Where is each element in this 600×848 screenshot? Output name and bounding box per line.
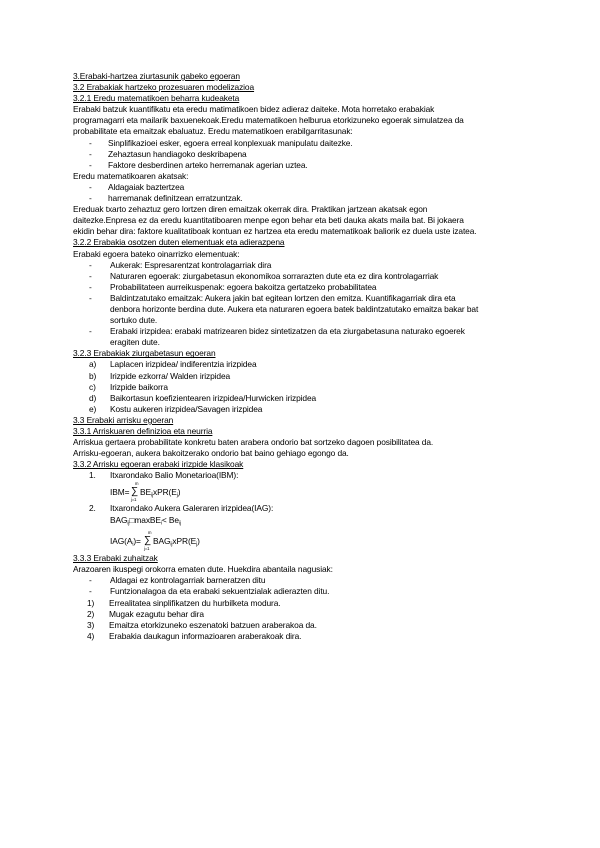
list-item: e) Kostu aukeren irizpidea/Savagen irizpidea — [89, 403, 263, 414]
subsection-heading-3-3-1: 3.3.1 Arriskuaren definizioa eta neurria — [73, 426, 213, 436]
bullet-marker: - — [89, 137, 92, 148]
list-item: - Naturaren egoerak: ziurgabetasun ekonomikoa sorrarazten dute eta ez dira kontrolagarriak — [89, 270, 439, 281]
list-item-continuation: eragiten dute. — [110, 337, 160, 348]
chapter-title: 3.Erabaki-hartzea ziurtasunik gabeko egoeran — [73, 71, 240, 81]
paragraph-line: Erabaki batzuk kuantifikatu eta eredu matimatikoen bidez adieraz daiteke. Mota horretako erabakiak — [73, 104, 435, 115]
subsection-heading-3-3-3: 3.3.3 Erabaki zuhaitzak — [73, 553, 158, 564]
sigma-symbol: ∑ — [144, 535, 152, 547]
bullet-marker: - — [89, 181, 92, 192]
paragraph-line: Ereduak txarto zehaztuz gero lortzen diren emaitzak okerrak dira. Praktikan jartzean akatsak egon — [73, 204, 428, 215]
list-item: 4) Erabakia daukagun informazioaren araberakoak dira. — [87, 630, 302, 641]
subsection-heading-3-2-1: 3.2.1 Eredu matematikoen beharra kudeaketa — [73, 93, 240, 104]
paragraph-line: daitezke.Enpresa ez da eredu kuantitatiboaren menpe egon behar eta beti dauka akats maila bat. Bi jokaera — [73, 215, 464, 226]
list-item: b) Irizpide ezkorra/ Walden irizpidea — [89, 370, 231, 381]
list-item: - Aldagai ez kontrolagarriak barneratzen ditu — [89, 575, 266, 586]
section-heading-3-3: 3.3 Erabaki arrisku egoeran — [73, 414, 174, 425]
document-page — [73, 71, 553, 642]
bullet-marker: - — [89, 159, 92, 170]
list-item: - Aukerak: Espresarentzat kontrolagarriak dira — [89, 259, 272, 270]
bullet-marker: - — [89, 586, 92, 597]
paragraph-line: probabilitate eta emaitzak ebaluatuz. Eredu matematikoen erabilgarritasunak: — [73, 126, 353, 137]
list-item: 3) Emaitza etorkizuneko eszenatoki batzuen araberakoa da. — [87, 619, 317, 630]
paragraph-line: Arriskua gertaera probabilitate konkretu baten arabera ondorio bat sortzeko dagoen posibilitatea da. — [73, 437, 434, 448]
formula-ibm: m IBM= ∑ $BE_{ij}xPR(E_j)$ j=1 — [110, 481, 181, 503]
formula-bag: $BAG_{ij}□maxBE_i< Be_{ij}$ — [110, 514, 181, 527]
subsection-heading-3-3-2: 3.3.2 Arrisku egoeran erabaki irizpide klasikoak — [73, 459, 244, 470]
list-item: - Baldintzatutako emaitzak: Aukera jakin bat egitean lortzen den emitza. Kuantifikagarriak dira eta — [89, 292, 456, 303]
defects-label: Eredu matematikoaren akatsak: — [73, 170, 189, 181]
bullet-marker: - — [89, 270, 92, 281]
bullet-marker: - — [89, 326, 92, 337]
bullet-marker: - — [89, 292, 92, 303]
list-item: - Faktore desberdinen arteko herremanak agerian uztea. — [89, 159, 308, 170]
paragraph-line: Arazoaren ikuspegi orokorra ematen dute. Huekdira abantaila nagusiak: — [73, 564, 333, 575]
list-item: d) Baikortasun koefizientearen irizpidea/Hurwicken irizpidea — [89, 392, 317, 403]
list-item: 2. Itxarondako Aukera Galeraren irizpidea(IAG): — [89, 503, 274, 514]
list-item: - Funtzionalagoa da eta erabaki sekuentzialak adierazten ditu. — [89, 586, 330, 597]
list-item: 1) Errealitatea sinplifikatzen du hurbilketa modura. — [87, 597, 281, 608]
list-item: - Aldagaiak baztertzea — [89, 181, 185, 192]
list-item: - Probabilitateen aurreikuspenak: egoera bakoitza gertatzeko probabilitatea — [89, 281, 377, 292]
paragraph-line: Erabaki egoera bateko oinarrizko elementuak: — [73, 248, 240, 259]
list-item: a) Laplacen irizpidea/ indiferentzia irizpidea — [89, 359, 257, 370]
paragraph-line: ekidin behar dira: faktore kualitatiboak kontuan ez hartzea eta eredu matematikoak baliorik ez duela uste izatea. — [73, 226, 477, 237]
bullet-marker: - — [89, 281, 92, 292]
bullet-marker: - — [89, 148, 92, 159]
bullet-marker: - — [89, 259, 92, 270]
list-item: 1. Itxarondako Balio Monetarioa(IBM): — [89, 470, 239, 481]
list-item: - harremanak definitzean erratzuntzak. — [89, 193, 243, 204]
subsection-heading-3-2-2: 3.2.2 Erabakia osotzen duten elementuak eta adierazpena — [73, 237, 285, 248]
list-item: c) Irizpide baikorra — [89, 381, 168, 392]
section-heading-3-2: 3.2 Erabakiak hartzeko prozesuaren modelizazioa — [73, 82, 255, 93]
subsection-heading-3-2-3: 3.2.3 Erabakiak ziurgabetasun egoeran — [73, 348, 216, 359]
list-item: 2) Mugak ezagutu behar dira — [87, 608, 204, 619]
paragraph-line: programagarri eta mailarik baxuenekoak.Eredu matematikoen helburua etorkizuneko egoerak simulatzea da — [73, 115, 464, 126]
list-item: - Erabaki irizpidea: erabaki matrizearen bidez sintetizatzen da eta ziurgabetasuna naturako egoerek — [89, 326, 465, 337]
sigma-symbol: ∑ — [131, 486, 139, 498]
list-item: - Zehaztasun handiagoko deskribapena — [89, 148, 247, 159]
list-item-continuation: denbora horizonte berdina dute. Aukera eta naturaren egoera batek baldintzatutako emaitza bakar bat — [110, 303, 479, 314]
list-item-continuation: sortuko dute. — [110, 315, 158, 326]
list-item: - Sinplifikazioei esker, egoera erreal konplexuak manipulatu daitezke. — [89, 137, 353, 148]
paragraph-line: Arrisku-egoeran, aukera bakoitzerako ondorio bat baino gehiago egongo da. — [73, 448, 349, 459]
bullet-marker: - — [89, 575, 92, 586]
formula-iag: m $IAG(A_i)=$ ∑ $BAG_{ij}xPR(E_j)$ j=1 — [110, 530, 200, 552]
bullet-marker: - — [89, 193, 92, 204]
